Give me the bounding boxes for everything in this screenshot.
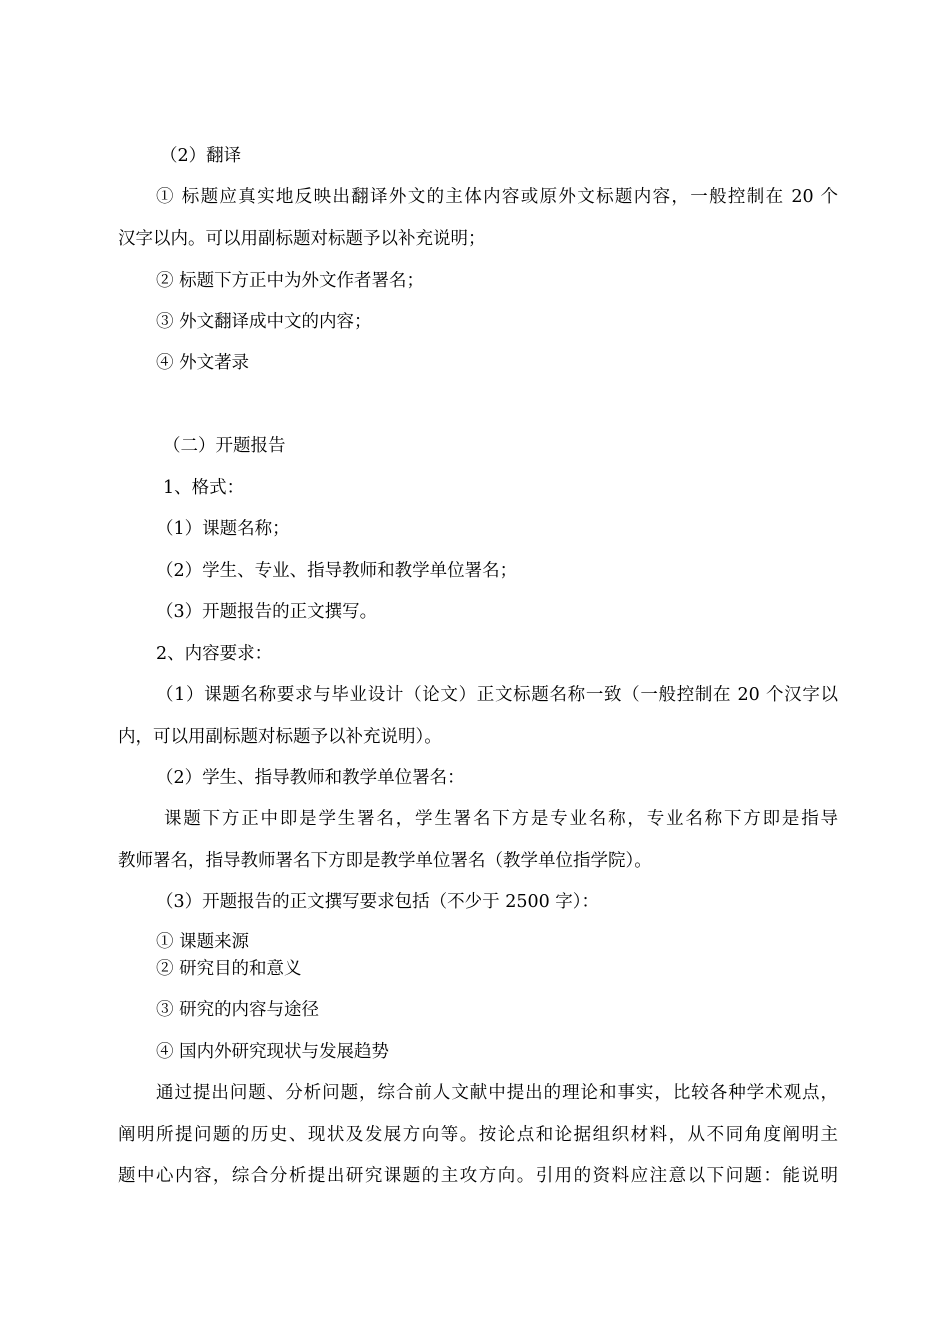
translation-item-1-line-1: ① 标题应真实地反映出翻译外文的主体内容或原外文标题内容，一般控制在 20 个 [156,187,838,207]
requirement-2-heading: （2）学生、指导教师和教学单位署名： [156,768,465,788]
requirement-3-item-2: ② 研究目的和意义 [156,959,302,979]
content-heading: 2、内容要求： [156,644,273,664]
requirement-3-heading: （3）开题报告的正文撰写要求包括（不少于 2500 字）： [156,892,600,912]
body-paragraph-line-1: 通过提出问题、分析问题，综合前人文献中提出的理论和事实，比较各种学术观点， [156,1083,838,1103]
requirement-3-item-1: ① 课题来源 [156,932,250,952]
body-paragraph-line-3: 题中心内容，综合分析提出研究课题的主攻方向。引用的资料应注意以下问题：能说明 [118,1166,838,1186]
format-item-2: （2）学生、专业、指导教师和教学单位署名； [156,561,518,581]
translation-heading: （2）翻译 [160,146,242,166]
requirement-3-item-4: ④ 国内外研究现状与发展趋势 [156,1042,390,1062]
translation-item-3: ③ 外文翻译成中文的内容； [156,312,372,332]
format-heading: 1、格式： [163,478,245,498]
requirement-2-line-1: 课题下方正中即是学生署名，学生署名下方是专业名称，专业名称下方即是指导 [164,809,838,829]
translation-item-2: ② 标题下方正中为外文作者署名； [156,271,425,291]
format-item-1: （1）课题名称； [156,519,290,539]
translation-item-1-line-2: 汉字以内。可以用副标题对标题予以补充说明； [118,229,486,249]
requirement-1-line-2: 内，可以用副标题对标题予以补充说明）。 [118,727,442,747]
requirement-1-line-1: （1）课题名称要求与毕业设计（论文）正文标题名称一致（一般控制在 20 个汉字以 [156,685,838,705]
requirement-2-line-2: 教师署名，指导教师署名下方即是教学单位署名（教学单位指学院）。 [118,851,652,871]
translation-item-4: ④ 外文著录 [156,353,250,373]
proposal-heading: （二）开题报告 [163,436,286,456]
requirement-3-item-3: ③ 研究的内容与途径 [156,1000,320,1020]
format-item-3: （3）开题报告的正文撰写。 [156,602,378,622]
body-paragraph-line-2: 阐明所提问题的历史、现状及发展方向等。按论点和论据组织材料，从不同角度阐明主 [118,1125,838,1145]
